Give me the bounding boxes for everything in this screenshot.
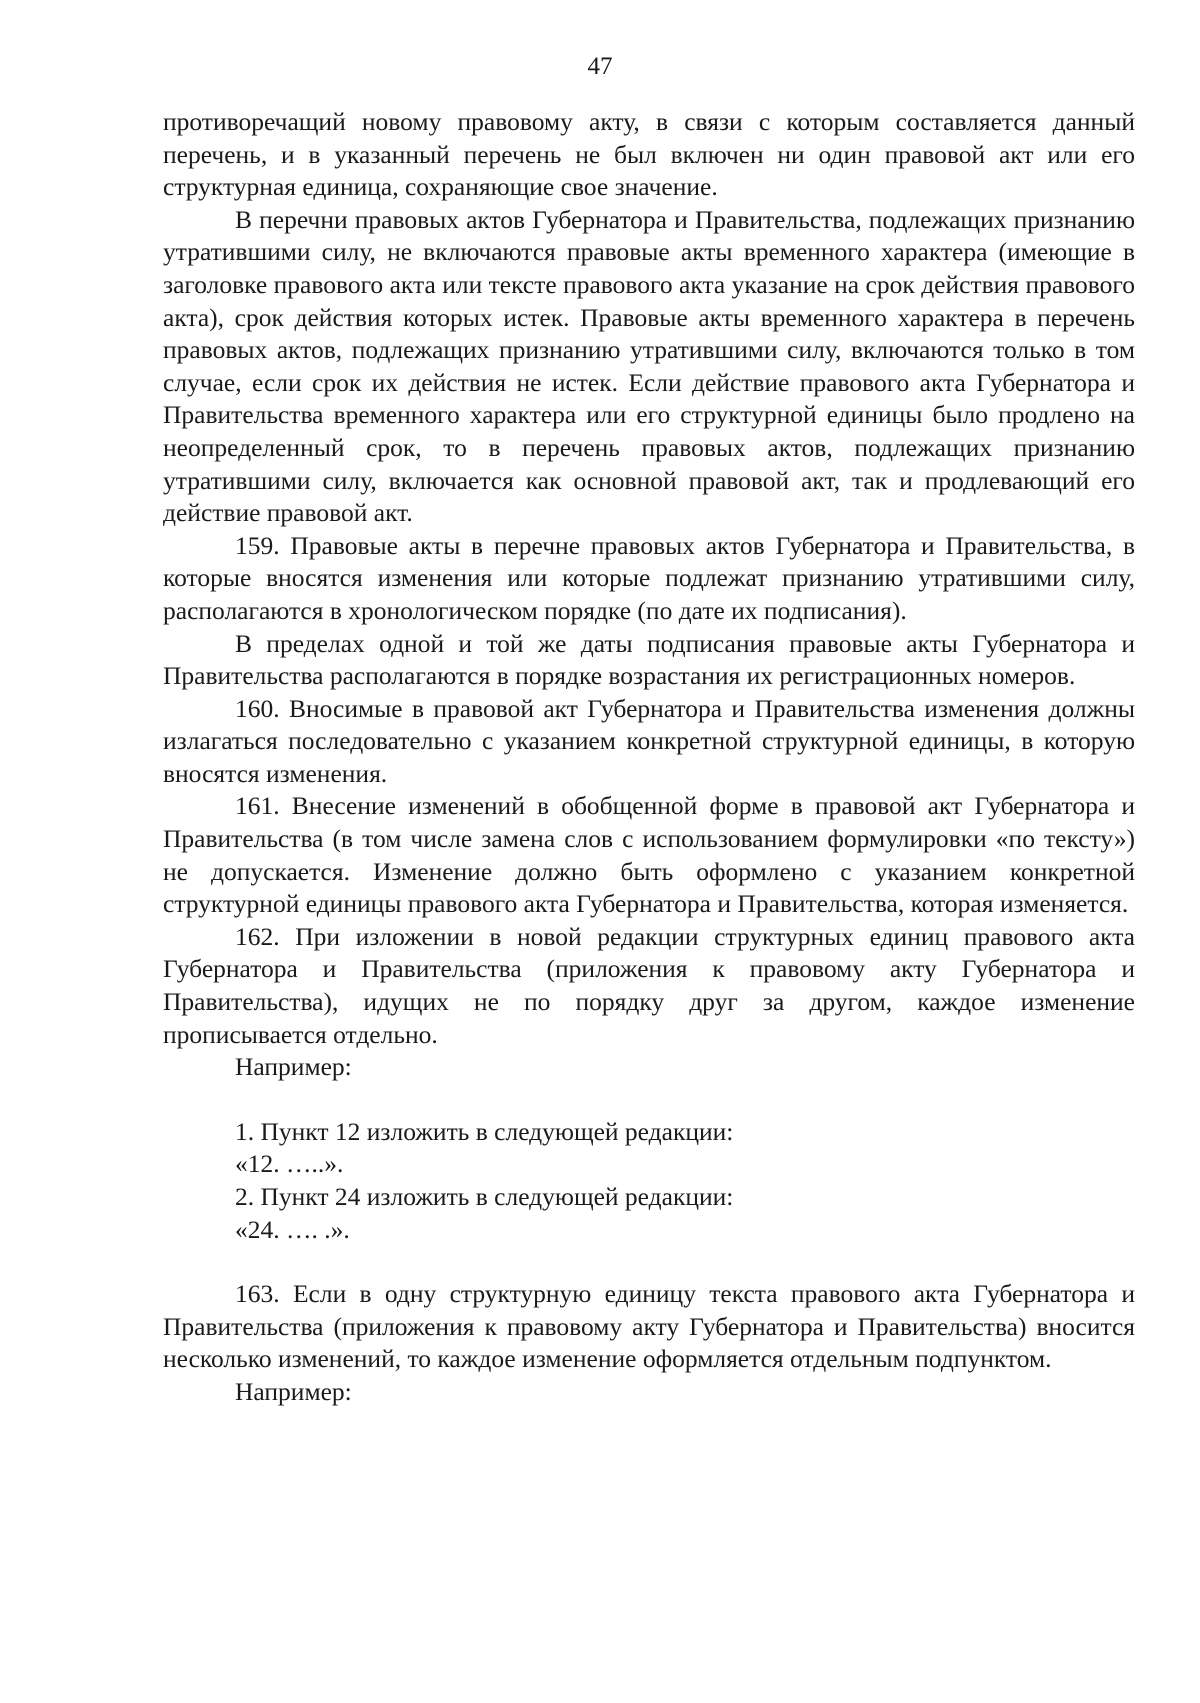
paragraph-temporary-acts: В перечни правовых актов Губернатора и Правительства, подлежащих признанию утратившими силу, не включаются правовые акты временного характера (имеющие в заголовке правового акта или тексте правового акта указание на срок действия правового акта), срок действия которых истек. Правовые акты временного характера в перечень правовых актов, подлежащих признанию утратившими силу, включаются только в том случае, если срок их действия не истек. Если действие правового акта Губернатора и Правительства временного характера или его структурной единицы было продлено на неопределенный срок, то в перечень правовых актов, подлежащих признанию утратившими силу, включается как основной правовой акт, так и продлевающий его действие правовой акт. — [163, 204, 1135, 528]
paragraph-159: 159. Правовые акты в перечне правовых актов Губернатора и Правительства, в которые вносятся изменения или которые подлежат признанию утратившими силу, располагаются в хронологическом порядке (по дате их подписания). — [163, 530, 1135, 625]
example-line: «12. …..». — [235, 1149, 344, 1179]
spacer — [163, 1084, 1135, 1116]
paragraph-continuation: противоречащий новому правовому акту, в связи с которым составляется данный перечень, и в указанный перечень не был включен ни один правовой акт или его структурная единица, сохраняющие свое значение. — [163, 107, 1135, 202]
paragraph-163: 163. Если в одну структурную единицу текста правового акта Губернатора и Правительства (приложения к правовому акту Губернатора и Правительства) вносится несколько изменений, то каждое изменение оформляется отдельным подпунктом. — [163, 1279, 1135, 1374]
spacer — [163, 1246, 1135, 1278]
document-body — [163, 106, 1135, 1409]
paragraph-registration-order: В пределах одной и той же даты подписания правовые акты Губернатора и Правительства располагаются в порядке возрастания их регистрационных номеров. — [163, 628, 1135, 691]
paragraph-160: 160. Вносимые в правовой акт Губернатора и Правительства изменения должны излагаться последовательно с указанием конкретной структурной единицы, в которую вносятся изменения. — [163, 693, 1135, 788]
example-line: «24. …. .». — [235, 1214, 350, 1244]
example-line: 2. Пункт 24 изложить в следующей редакции: — [235, 1182, 734, 1211]
example-heading: Например: — [235, 1052, 352, 1082]
example-line: 1. Пункт 12 изложить в следующей редакции: — [235, 1116, 734, 1146]
paragraph-162: 162. При изложении в новой редакции структурных единиц правового акта Губернатора и Правительства (приложения к правовому акту Губернатора и Правительства), идущих не по порядку друг за другом, каждое изменение прописывается отдельно. — [163, 921, 1135, 1049]
page-number: 47 — [587, 53, 613, 80]
example-heading: Например: — [235, 1376, 352, 1406]
paragraph-161: 161. Внесение изменений в обобщенной форме в правовой акт Губернатора и Правительства (в том числе замена слов с использованием формулировки «по тексту») не допускается. Изменение должно быть оформлено с указанием конкретной структурной единицы правового акта Губернатора и Правительства, которая изменяется. — [163, 791, 1135, 919]
